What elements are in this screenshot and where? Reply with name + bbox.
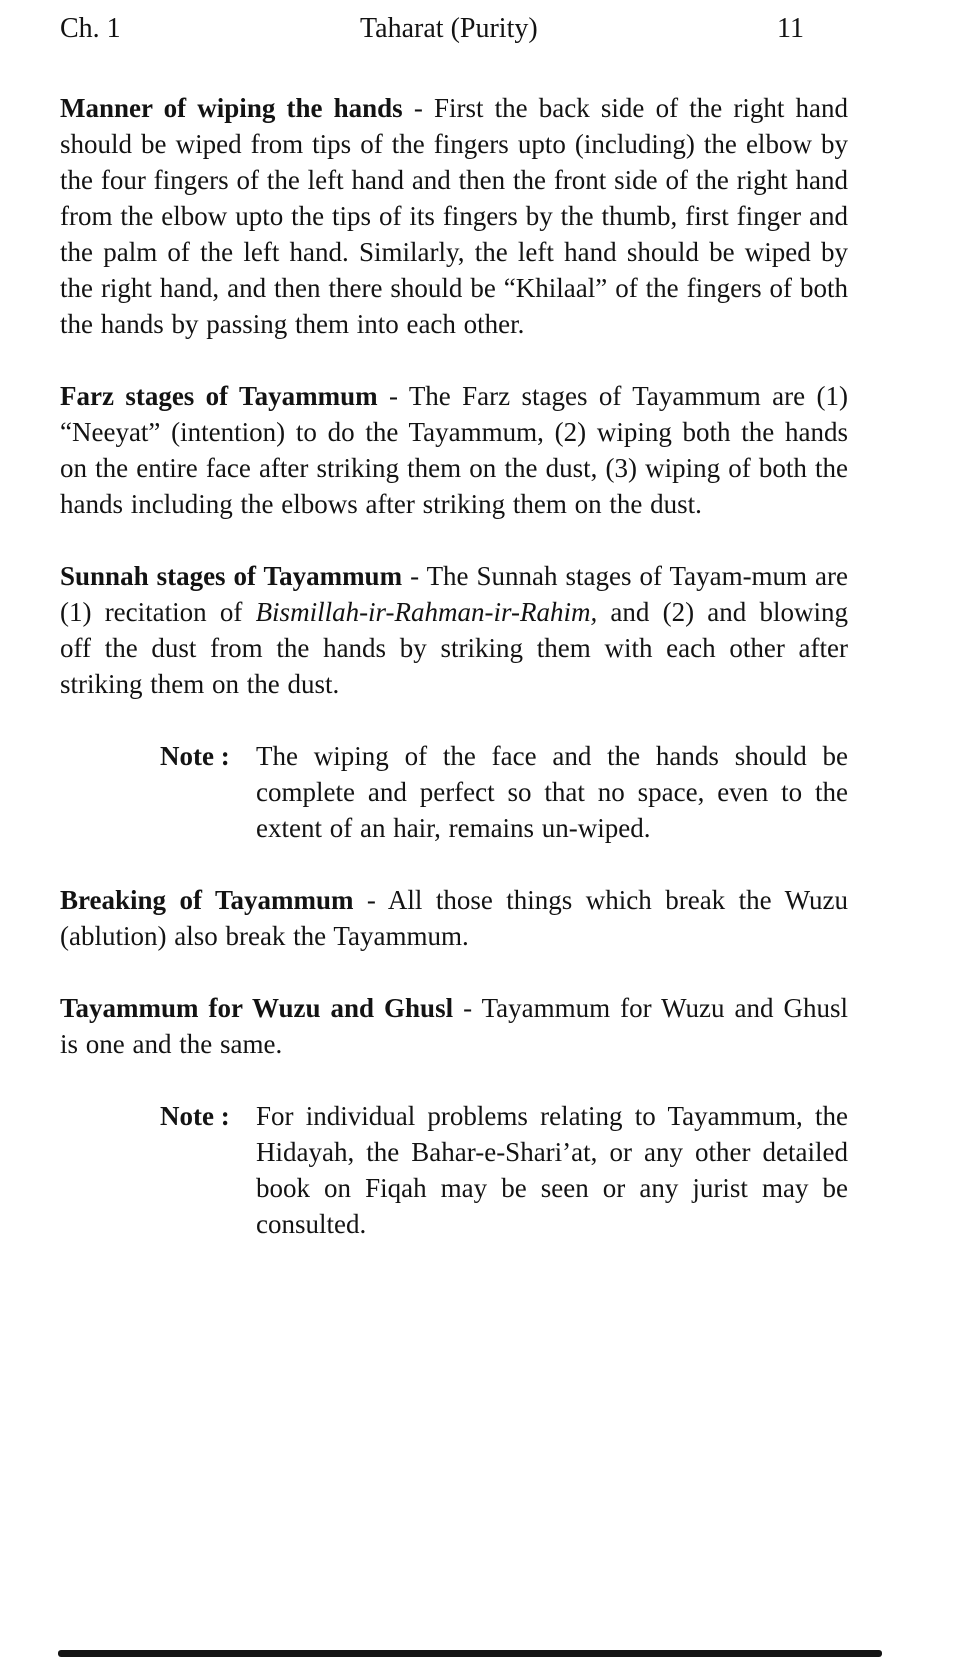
paragraph-farz-stages [60,378,848,522]
paragraph-body: and (2) and blowing off the dust from the hands by striking them with each other after striking them on the dust. [60,597,848,699]
paragraph-sunnah-stages [60,558,848,702]
paragraph-manner-of-wiping [60,90,848,342]
note-body: For individual problems relating to Tayammum, the Hidayah, the Bahar-e-Shari’at, or any other detailed book on Fiqah may be seen or any jurist may be consulted. [256,1101,848,1239]
paragraph-breaking-of-tayammum [60,882,848,954]
paragraph-body: - The Sunnah stages of Tayam-mum are (1) recitation of [60,561,849,627]
paragraph-body: - The Farz stages of Tayammum are (1) “Neeyat” (intention) to do the Tayammum, (2) wiping both the hands on the entire face after striking them on the dust, (3) wiping of both the hands including the elbows after striking them on the dust. [60,381,848,519]
paragraph-lead: Tayammum for Wuzu and Ghusl [60,993,454,1023]
paragraph-tayammum-for-wuzu-ghusl [60,990,848,1062]
paragraph-body: - Tayammum for Wuzu and Ghusl is one and the same. [60,993,848,1059]
note-label: Note : [160,741,230,771]
page-header [60,12,848,46]
paragraph-lead: Breaking of Tayammum [60,885,354,915]
paragraph-lead: Manner of wiping the hands [60,93,403,123]
note-label: Note : [160,1101,230,1131]
page-number: 11 [777,13,804,44]
paragraph-body: - All those things which break the Wuzu (ablution) also break the Tayammum. [60,885,848,951]
note-body: The wiping of the face and the hands should be complete and perfect so that no space, even to the extent of an hair, remains un-wiped. [256,741,848,843]
scan-artifact-line [58,1650,882,1657]
paragraph-lead: Farz stages of Tayammum [60,381,378,411]
page-title: Taharat (Purity) [360,13,538,44]
paragraph-italic-phrase: Bismillah-ir-Rahman-ir-Rahim, [255,597,598,627]
paragraph-lead: Sunnah stages of Tayammum [60,561,403,591]
note-block-wiping [160,738,848,846]
chapter-label: Ch. 1 [60,13,121,44]
paragraph-body: - First the back side of the right hand should be wiped from tips of the fingers upto (including) the elbow by the four fingers of the left hand and then the front side of the right hand from the elbow upto the tips of its fingers by the thumb, first finger and the palm of the left hand. Similarly, the left hand should be wiped by the right hand, and then there should be “Khilaal” of the fingers of both the hands by passing them into each other. [60,93,848,339]
note-block-fiqah-reference [160,1098,848,1242]
